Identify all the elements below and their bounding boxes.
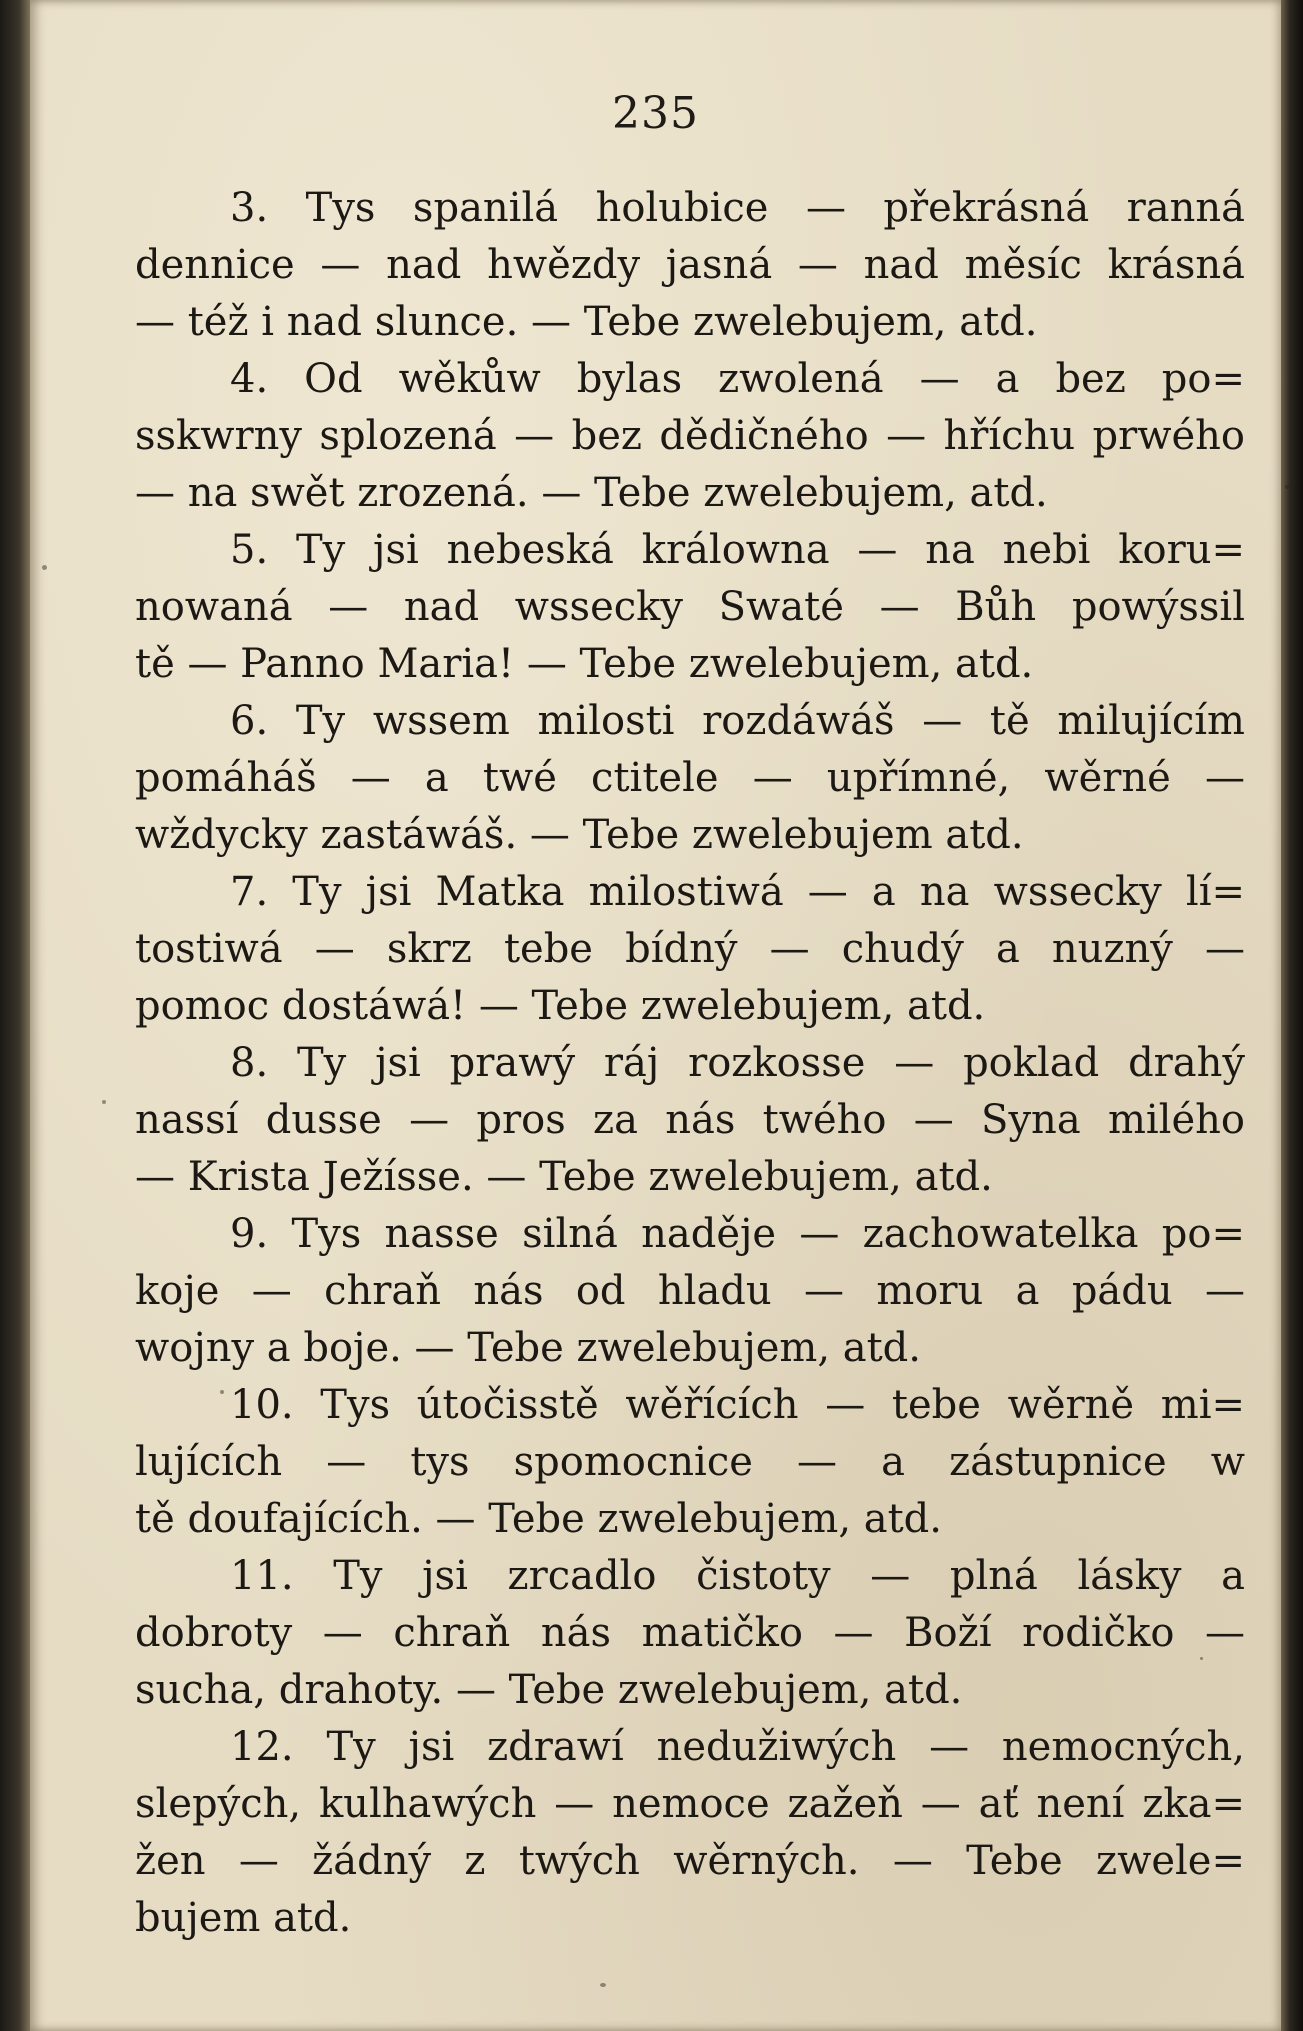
verse	[135, 1377, 1245, 1548]
verse-line: dennice — nad hwězdy jasná — nad měsíc krásná	[135, 242, 1245, 288]
verse-line: pomáháš — a twé ctitele — upřímné, wěrné —	[135, 755, 1245, 801]
verse-line: — též i nad slunce. — Tebe zwelebujem, atd.	[135, 299, 1038, 345]
verse-line: nassí dusse — pros za nás twého — Syna milého	[135, 1097, 1245, 1143]
verse-line: tě — Panno Maria! — Tebe zwelebujem, atd.	[135, 641, 1034, 687]
verse-line: bujem atd.	[135, 1895, 352, 1941]
paper-speck	[102, 1100, 106, 1104]
verse-line: koje — chraň nás od hladu — moru a pádu —	[135, 1268, 1245, 1314]
scan-left-edge	[0, 0, 32, 2031]
verse-line: 4. Od wěkůw bylas zwolená — a bez po=	[230, 356, 1245, 402]
verse-line: nowaná — nad wssecky Swaté — Bůh powýssil	[135, 584, 1245, 630]
verse-line: 8. Ty jsi prawý ráj rozkosse — poklad drahý	[230, 1040, 1245, 1086]
verse-line: 12. Ty jsi zdrawí nedužiwých — nemocných,	[230, 1724, 1245, 1770]
verse-line: 7. Ty jsi Matka milostiwá — a na wssecky lí=	[230, 869, 1245, 915]
paper-speck	[42, 565, 47, 570]
verse-line: slepých, kulhawých — nemoce zažeň — ať není zka=	[135, 1781, 1245, 1827]
book-page	[30, 0, 1281, 2031]
verse	[135, 864, 1245, 1035]
verse-line: tě doufajících. — Tebe zwelebujem, atd.	[135, 1496, 942, 1542]
paper-speck	[220, 1390, 224, 1394]
verse-line: wojny a boje. — Tebe zwelebujem, atd.	[135, 1325, 921, 1371]
verse	[135, 1206, 1245, 1377]
verse-line: 11. Ty jsi zrcadlo čistoty — plná lásky a	[230, 1553, 1245, 1599]
verse-line: lujících — tys spomocnice — a zástupnice w	[135, 1439, 1245, 1485]
scan-right-edge	[1281, 0, 1303, 2031]
verse-line: žen — žádný z twých wěrných. — Tebe zwele=	[135, 1838, 1245, 1884]
paper-speck	[1200, 1657, 1203, 1660]
paper-speck	[600, 1983, 606, 1987]
verse	[135, 180, 1245, 351]
verse	[135, 351, 1245, 522]
hymn-text	[135, 180, 1245, 1947]
verse-line: pomoc dostáwá! — Tebe zwelebujem, atd.	[135, 983, 986, 1029]
verse	[135, 1719, 1245, 1947]
page-number: 235	[612, 88, 699, 139]
verse	[135, 1035, 1245, 1206]
verse-line: 9. Tys nasse silná naděje — zachowatelka po=	[230, 1211, 1245, 1257]
verse	[135, 1548, 1245, 1719]
verse-line: 5. Ty jsi nebeská králowna — na nebi koru=	[230, 527, 1245, 573]
verse-line: 3. Tys spanilá holubice — překrásná ranná	[230, 185, 1245, 231]
verse-line: sucha, drahoty. — Tebe zwelebujem, atd.	[135, 1667, 963, 1713]
paper-speck	[1285, 485, 1289, 489]
verse-line: tostiwá — skrz tebe bídný — chudý a nuzný —	[135, 926, 1245, 972]
verse	[135, 522, 1245, 693]
verse-line: 10. Tys útočisstě wěřících — tebe wěrně mi=	[230, 1382, 1245, 1428]
verse-line: sskwrny splozená — bez dědičného — hříchu prwého	[135, 413, 1245, 459]
verse-line: — na swět zrozená. — Tebe zwelebujem, atd.	[135, 470, 1048, 516]
verse-line: 6. Ty wssem milosti rozdáwáš — tě milujícím	[230, 698, 1245, 744]
verse	[135, 693, 1245, 864]
verse-line: wždycky zastáwáš. — Tebe zwelebujem atd.	[135, 812, 1024, 858]
verse-line: dobroty — chraň nás matičko — Boží rodičko —	[135, 1610, 1245, 1656]
verse-line: — Krista Ježísse. — Tebe zwelebujem, atd.	[135, 1154, 993, 1200]
